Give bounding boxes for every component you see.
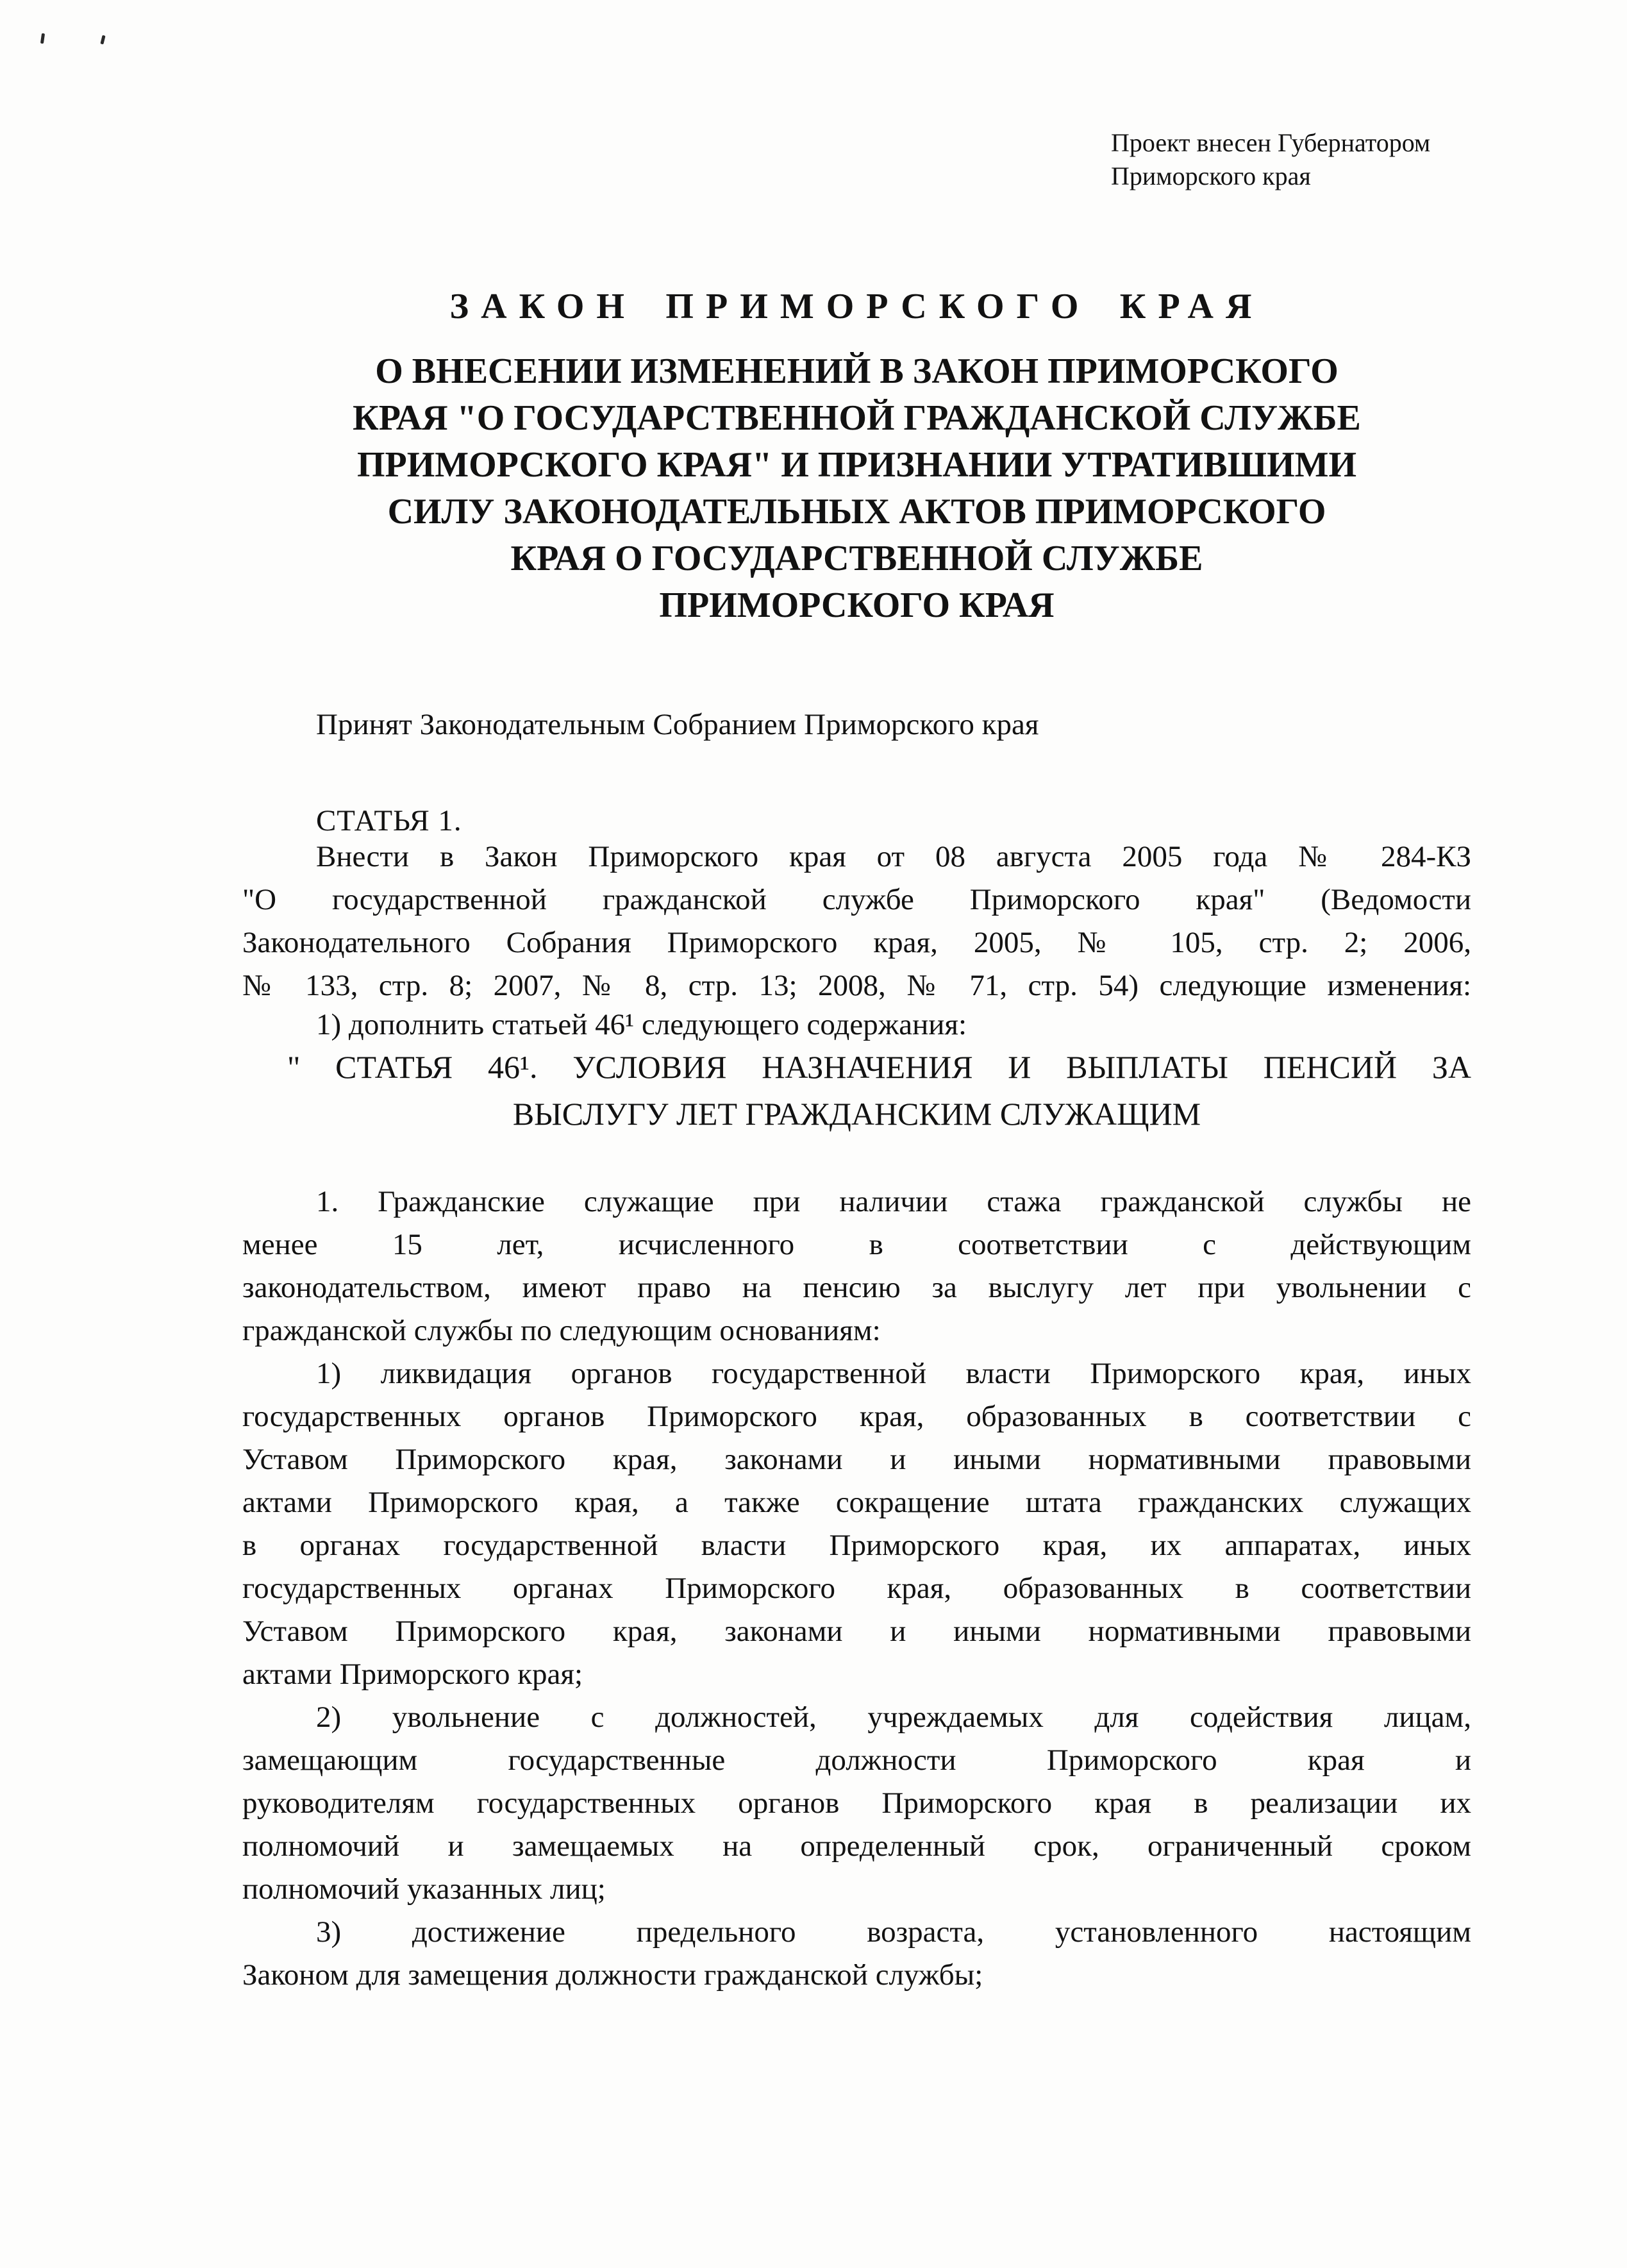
body-text-line: актами Приморского края; [242, 1658, 583, 1691]
law-subtitle-line: ПРИМОРСКОГО КРАЯ" И ПРИЗНАНИИ УТРАТИВШИМИ [356, 445, 1357, 485]
submission-note [1111, 126, 1430, 193]
body-text-line: 2) увольнение с должностей, учреждаемых для содействия лицам, [316, 1701, 1471, 1734]
paragraph-subclause-3 [242, 1911, 1471, 1997]
law-subtitle-line: СИЛУ ЗАКОНОДАТЕЛЬНЫХ АКТОВ ПРИМОРСКОГО [387, 492, 1326, 532]
paragraph-clause-1 [242, 1180, 1471, 1352]
law-subtitle-line: ПРИМОРСКОГО КРАЯ [659, 585, 1055, 625]
body-text-line: государственных органах Приморского края, образованных в соответствии [242, 1572, 1471, 1605]
body-text-line: руководителям государственных органов Приморского края в реализации их [242, 1786, 1471, 1820]
paragraph-amendment-intro [242, 836, 1471, 1007]
article-46-heading [242, 1044, 1471, 1138]
law-subtitle-line: КРАЯ "О ГОСУДАРСТВЕННОЙ ГРАЖДАНСКОЙ СЛУЖБЕ [353, 398, 1361, 438]
body-text-line: Уставом Приморского края, законами и иными нормативными правовыми [242, 1615, 1471, 1648]
body-text-line: 1. Гражданские служащие при наличии стажа гражданской службы не [316, 1185, 1471, 1218]
body-text-line: полномочий указанных лиц; [242, 1872, 606, 1906]
paragraph-subclause-2 [242, 1696, 1471, 1911]
article-1-heading: СТАТЬЯ 1. [316, 804, 462, 837]
body-text-line: № 133, стр. 8; 2007, № 8, стр. 13; 2008, № 71, стр. 54) следующие изменения: [242, 969, 1471, 1002]
body-text-line: Уставом Приморского края, законами и иными нормативными правовыми [242, 1443, 1471, 1476]
body-text-line: 1) дополнить статьей 46¹ следующего содержания: [316, 1008, 967, 1041]
law-subtitle-line: КРАЯ О ГОСУДАРСТВЕННОЙ СЛУЖБЕ [510, 539, 1203, 578]
body-text-line: актами Приморского края, а также сокращение штата гражданских служащих [242, 1486, 1471, 1519]
body-text-line: Законом для замещения должности гражданской службы; [242, 1958, 983, 1992]
scan-speck [100, 35, 105, 45]
paragraph-supplement-item [242, 1004, 1471, 1046]
body-text-line: Внести в Закон Приморского края от 08 августа 2005 года № 284-КЗ [316, 840, 1471, 873]
paragraph-subclause-1 [242, 1352, 1471, 1696]
body-text-line: законодательством, имеют право на пенсию за выслугу лет при увольнении с [242, 1271, 1471, 1304]
submission-note-line: Проект внесен Губернатором [1111, 128, 1431, 157]
adopted-by-line: Принят Законодательным Собранием Приморского края [316, 708, 1039, 741]
law-subtitle [242, 348, 1471, 629]
body-text-line: полномочий и замещаемых на определенный срок, ограниченный сроком [242, 1829, 1471, 1863]
scan-speck [40, 33, 45, 44]
body-text-line: "О государственной гражданской службе Приморского края" (Ведомости [242, 883, 1471, 916]
submission-note-line: Приморского края [1111, 162, 1311, 190]
article-46-heading-line: ВЫСЛУГУ ЛЕТ ГРАЖДАНСКИМ СЛУЖАЩИМ [512, 1096, 1201, 1132]
body-text-line: менее 15 лет, исчисленного в соответствии с действующим [242, 1228, 1471, 1261]
body-text-line: Законодательного Собрания Приморского края, 2005, № 105, стр. 2; 2006, [242, 926, 1471, 959]
law-title: ЗАКОН ПРИМОРСКОГО КРАЯ [449, 287, 1264, 326]
law-subtitle-line: О ВНЕСЕНИИ ИЗМЕНЕНИЙ В ЗАКОН ПРИМОРСКОГО [375, 351, 1339, 391]
body-text-line: 3) достижение предельного возраста, установленного настоящим [316, 1915, 1471, 1949]
body-text-line: гражданской службы по следующим основаниям: [242, 1314, 881, 1347]
body-text-line: 1) ликвидация органов государственной власти Приморского края, иных [316, 1357, 1471, 1390]
body-text-line: в органах государственной власти Приморского края, их аппаратах, иных [242, 1529, 1471, 1562]
body-text-line: государственных органов Приморского края, образованных в соответствии с [242, 1400, 1471, 1433]
body-text-line: замещающим государственные должности Приморского края и [242, 1743, 1471, 1777]
article-46-heading-line: " СТАТЬЯ 46¹. УСЛОВИЯ НАЗНАЧЕНИЯ И ВЫПЛАТЫ ПЕНСИЙ ЗА [287, 1049, 1471, 1085]
